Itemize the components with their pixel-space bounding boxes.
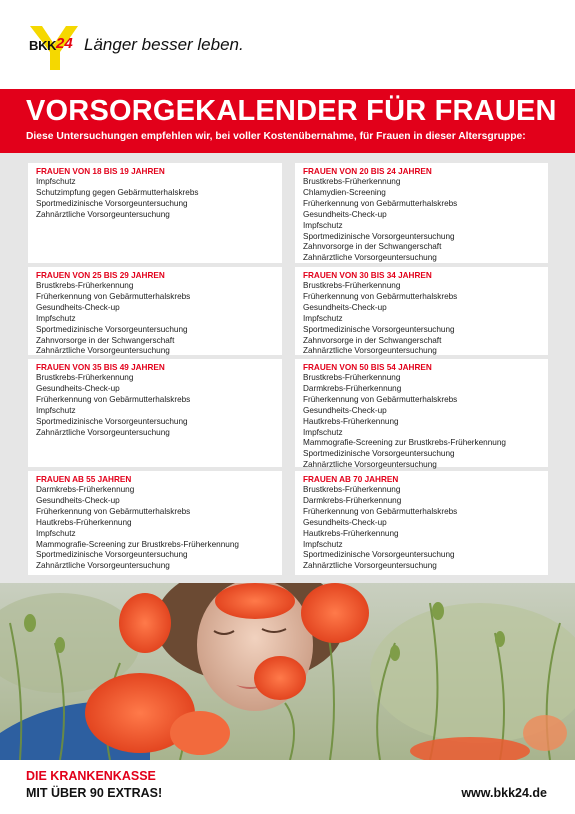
screening-item: Schutzimpfung gegen Gebärmutterhalskrebs (36, 187, 199, 197)
age-group-title: FRAUEN VON 35 BIS 49 JAHREN (36, 363, 165, 372)
screening-item: Mammografie-Screening zur Brustkrebs-Früherkennung (36, 539, 239, 549)
screening-item: Impfschutz (303, 220, 343, 230)
screening-item: Gesundheits-Check-up (36, 302, 120, 312)
age-group-card (295, 267, 548, 355)
screening-item: Zahnärztliche Vorsorgeuntersuchung (303, 561, 437, 571)
age-group-title: FRAUEN VON 25 BIS 29 JAHREN (36, 271, 165, 280)
screening-item: Früherkennung von Gebärmutterhalskrebs (36, 394, 191, 404)
screening-item: Zahnärztliche Vorsorgeuntersuchung (36, 561, 170, 571)
screening-item: Früherkennung von Gebärmutterhalskrebs (36, 291, 191, 301)
screening-item: Brustkrebs-Früherkennung (36, 281, 134, 290)
age-group-card (28, 163, 282, 263)
screening-item: Zahnvorsorge in der Schwangerschaft (36, 335, 175, 345)
page-subtitle: Diese Untersuchungen empfehlen wir, bei voller Kostenübernahme, für Frauen in dieser Altersgruppe: (26, 131, 526, 142)
screening-item: Sportmedizinische Vorsorgeuntersuchung (303, 231, 455, 241)
screening-item: Zahnärztliche Vorsorgeuntersuchung (303, 460, 437, 470)
screening-item: Brustkrebs-Früherkennung (303, 373, 401, 382)
poppy-field-illustration (0, 583, 575, 760)
screening-item: Zahnärztliche Vorsorgeuntersuchung (36, 209, 170, 219)
screening-item: Impfschutz (36, 405, 76, 415)
screening-item: Gesundheits-Check-up (303, 209, 387, 219)
screening-item: Impfschutz (303, 313, 343, 323)
screening-item: Sportmedizinische Vorsorgeuntersuchung (303, 324, 455, 334)
screening-item: Darmkrebs-Früherkennung (303, 383, 402, 393)
screening-item: Impfschutz (303, 427, 343, 437)
age-group-title: FRAUEN AB 55 JAHREN (36, 475, 132, 484)
brand-logo (28, 26, 288, 70)
screening-item: Darmkrebs-Früherkennung (303, 495, 402, 505)
screening-item: Gesundheits-Check-up (36, 495, 120, 505)
page-title: VORSORGEKALENDER FÜR FRAUEN (26, 95, 557, 127)
age-group-card (295, 359, 548, 470)
screening-item: Brustkrebs-Früherkennung (36, 373, 134, 382)
screening-item: Impfschutz (36, 177, 76, 186)
footer-tagline-line1: DIE KRANKENKASSE (26, 769, 156, 783)
screening-item: Früherkennung von Gebärmutterhalskrebs (303, 506, 458, 516)
age-group-card (28, 471, 282, 575)
screening-item: Gesundheits-Check-up (36, 383, 120, 393)
screening-item: Sportmedizinische Vorsorgeuntersuchung (303, 550, 455, 560)
screening-item: Brustkrebs-Früherkennung (303, 485, 401, 494)
age-group-title: FRAUEN VON 18 BIS 19 JAHREN (36, 167, 165, 176)
screening-item: Sportmedizinische Vorsorgeuntersuchung (303, 449, 455, 459)
footer-website-link[interactable]: www.bkk24.de (461, 786, 547, 800)
age-group-card (295, 471, 548, 575)
screening-item: Zahnärztliche Vorsorgeuntersuchung (303, 253, 437, 263)
screening-item: Sportmedizinische Vorsorgeuntersuchung (36, 324, 188, 334)
screening-item: Früherkennung von Gebärmutterhalskrebs (303, 291, 458, 301)
age-group-panel (0, 153, 575, 583)
screening-item: Impfschutz (36, 528, 76, 538)
screening-item: Sportmedizinische Vorsorgeuntersuchung (36, 550, 188, 560)
poppy-field-photo (0, 583, 575, 760)
age-group-card (28, 359, 282, 467)
age-group-title: FRAUEN VON 20 BIS 24 JAHREN (303, 167, 432, 176)
screening-item: Sportmedizinische Vorsorgeuntersuchung (36, 198, 188, 208)
screening-item: Chlamydien-Screening (303, 187, 386, 197)
screening-item: Zahnärztliche Vorsorgeuntersuchung (36, 346, 170, 356)
screening-item: Zahnärztliche Vorsorgeuntersuchung (303, 346, 437, 356)
screening-item: Früherkennung von Gebärmutterhalskrebs (36, 506, 191, 516)
screening-item: Brustkrebs-Früherkennung (303, 281, 401, 290)
screening-item: Hautkrebs-Früherkennung (303, 528, 399, 538)
screening-item: Gesundheits-Check-up (303, 405, 387, 415)
age-group-title: FRAUEN VON 30 BIS 34 JAHREN (303, 271, 432, 280)
screening-item: Gesundheits-Check-up (303, 517, 387, 527)
screening-item: Zahnvorsorge in der Schwangerschaft (303, 335, 442, 345)
age-group-title: FRAUEN VON 50 BIS 54 JAHREN (303, 363, 432, 372)
screening-item: Früherkennung von Gebärmutterhalskrebs (303, 394, 458, 404)
screening-item: Darmkrebs-Früherkennung (36, 485, 135, 494)
age-group-title: FRAUEN AB 70 JAHREN (303, 475, 399, 484)
screening-item: Früherkennung von Gebärmutterhalskrebs (303, 198, 458, 208)
screening-item: Impfschutz (303, 539, 343, 549)
logo-number-text: 24 (56, 35, 73, 52)
screening-item: Hautkrebs-Früherkennung (36, 517, 132, 527)
age-group-card (295, 163, 548, 263)
screening-item: Gesundheits-Check-up (303, 302, 387, 312)
screening-item: Sportmedizinische Vorsorgeuntersuchung (36, 416, 188, 426)
screening-item: Zahnvorsorge in der Schwangerschaft (303, 242, 442, 252)
screening-item: Hautkrebs-Früherkennung (303, 416, 399, 426)
logo-brand-text: BKK (29, 38, 57, 53)
logo-slogan: Länger besser leben. (84, 35, 244, 54)
footer-tagline-line2: MIT ÜBER 90 EXTRAS! (26, 786, 163, 800)
screening-item: Brustkrebs-Früherkennung (303, 177, 401, 186)
screening-item: Impfschutz (36, 313, 76, 323)
title-banner (0, 89, 575, 153)
screening-item: Mammografie-Screening zur Brustkrebs-Früherkennung (303, 438, 506, 448)
age-group-card (28, 267, 282, 355)
screening-item: Zahnärztliche Vorsorgeuntersuchung (36, 427, 170, 437)
